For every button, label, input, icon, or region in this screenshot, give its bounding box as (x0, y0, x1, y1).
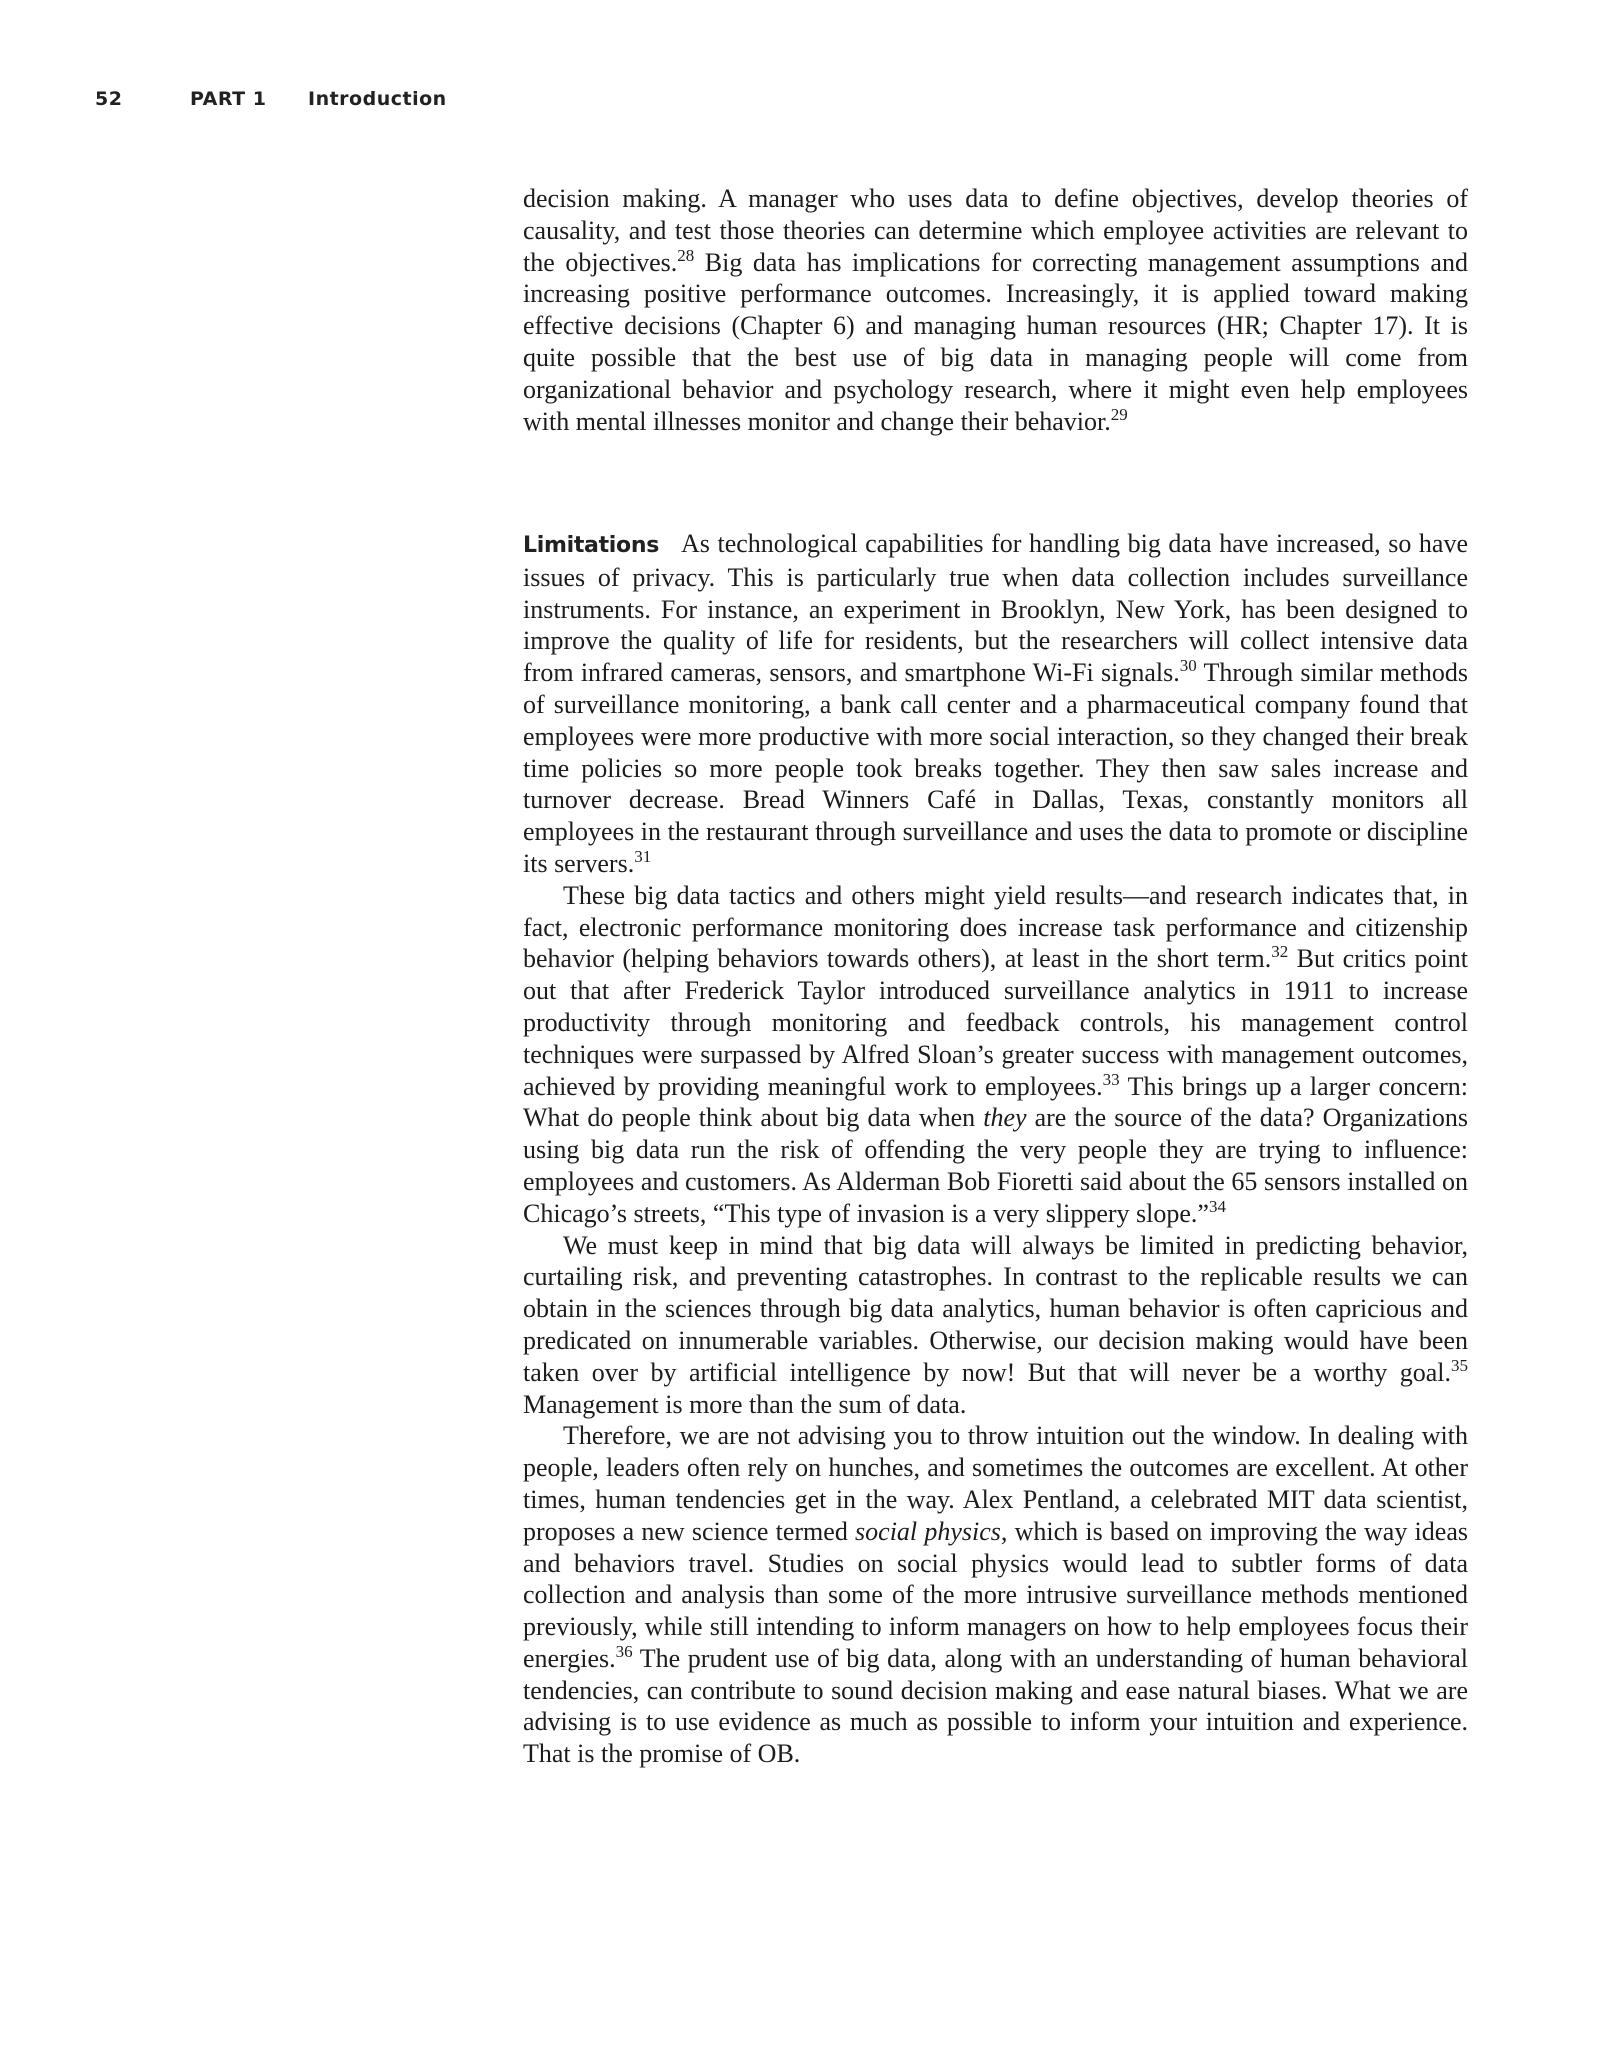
text-run: These big data tactics and others might yield results—and research indicates that, in fact, electronic performance monitoring does increase task performance and citizenship behavior (helping behaviors towards others), at least in the short term. (523, 880, 1468, 974)
text-run: Big data has implications for correcting management assumptions and increasing positive performance outcomes. Increasingly, it is applied toward making effective decisions (Chapter 6) and managing human resources (HR; Chapter 17). It is quite possible that the best use of big data in managing people will come from organizational behavior and psychology research, where it might even help employees with mental illnesses monitor and change their behavior. (523, 247, 1468, 436)
footnote-ref-32: 32 (1271, 942, 1289, 962)
page-number: 52 (95, 88, 123, 110)
footnote-ref-35: 35 (1451, 1355, 1468, 1375)
limitations-paragraph-1 (523, 528, 1468, 880)
text-run: which is based on improving the way ideas and behaviors travel. Studies on social physics would lead to subtler forms of data collection and analysis than some of the more intrusive surveillance methods mentioned previously, while still intending to inform managers on how to help employees focus their energies. (523, 1516, 1468, 1673)
limitations-paragraph-4 (523, 1420, 1468, 1770)
footnote-ref-29: 29 (1110, 404, 1128, 424)
text-run: Through similar methods of surveillance monitoring, a bank call center and a pharmaceutical company found that employees were more productive with more social interaction, so they changed their break time policies so more people took breaks together. They then saw sales increase and turnover decrease. Bread Winners Café in Dallas, Texas, constantly monitors all employees in the restaurant through surveillance and uses the data to promote or discipline its servers. (523, 658, 1468, 878)
footnote-ref-33: 33 (1102, 1069, 1120, 1089)
text-run: are the source of the data? Organizations using big data run the risk of offending the very people they are trying to influence: employees and customers. As Alderman Bob Fioretti said about the 65 sensors installed on Chicago’s streets, “This type of invasion is a very slippery slope.” (523, 1103, 1469, 1228)
text-run: Therefore, we are not advising you to throw intuition out the window. In dealing with people, leaders often rely on hunches, and sometimes the outcomes are excellent. At other times, human tendencies get in the way. Alex Pentland, a celebrated MIT data scientist, proposes a new science termed (523, 1421, 1468, 1546)
footnote-ref-31: 31 (634, 846, 652, 866)
footnote-ref-30: 30 (1179, 656, 1197, 676)
footnote-ref-36: 36 (615, 1641, 633, 1661)
limitations-paragraph-3 (523, 1230, 1468, 1421)
text-run: We must keep in mind that big data will always be limited in predicting behavior, curtailing risk, and preventing catastrophes. In contrast to the replicable results we can obtain in the sciences through big data analytics, human behavior is often capricious and predicated on innumerable variables. Otherwise, our decision making would have been taken over by artificial intelligence by now! But that will never be a worthy goal. (523, 1230, 1468, 1387)
footnote-ref-34: 34 (1208, 1196, 1226, 1216)
intro-text-block (523, 183, 1468, 437)
text-run: Management is more than the sum of data. (523, 1389, 967, 1419)
text-run: decision making. A manager who uses data to define objectives, develop theories of causality, and test those theories can determine which employee activities are relevant to the objectives. (523, 184, 1468, 277)
limitations-heading: Limitations (523, 533, 660, 558)
text-run: But critics point out that after Frederick Taylor introduced surveillance analytics in 1911 to increase productivity through monitoring and feedback controls, his management control techniques were surpassed by Alfred Sloan’s greater success with management outcomes, achieved by providing meaningful work to employees. (523, 944, 1468, 1101)
emphasis-social-physics: social physics, (855, 1516, 1008, 1546)
intro-paragraph (523, 183, 1468, 437)
footnote-ref-28: 28 (677, 245, 695, 265)
limitations-section (523, 528, 1468, 1770)
emphasis-they: they (983, 1103, 1027, 1133)
text-run: As technological capabilities for handling big data have increased, so have issues of privacy. This is particularly true when data collection includes surveillance instruments. For instance, an experiment in Brooklyn, New York, has been designed to improve the quality of life for residents, but the researchers will collect intensive data from infrared cameras, sensors, and smartphone Wi-Fi signals. (523, 529, 1468, 688)
limitations-paragraph-2 (523, 880, 1468, 1230)
section-title: Introduction (308, 88, 447, 110)
text-run: The prudent use of big data, along with an understanding of human behavioral tendencies, can contribute to sound decision making and ease natural biases. What we are advising is to use evidence as much as possible to inform your intuition and experience. That is the promise of OB. (523, 1643, 1468, 1769)
text-run: This brings up a larger concern: What do people think about big data when (523, 1071, 1468, 1133)
part-label: PART 1 (190, 88, 267, 110)
